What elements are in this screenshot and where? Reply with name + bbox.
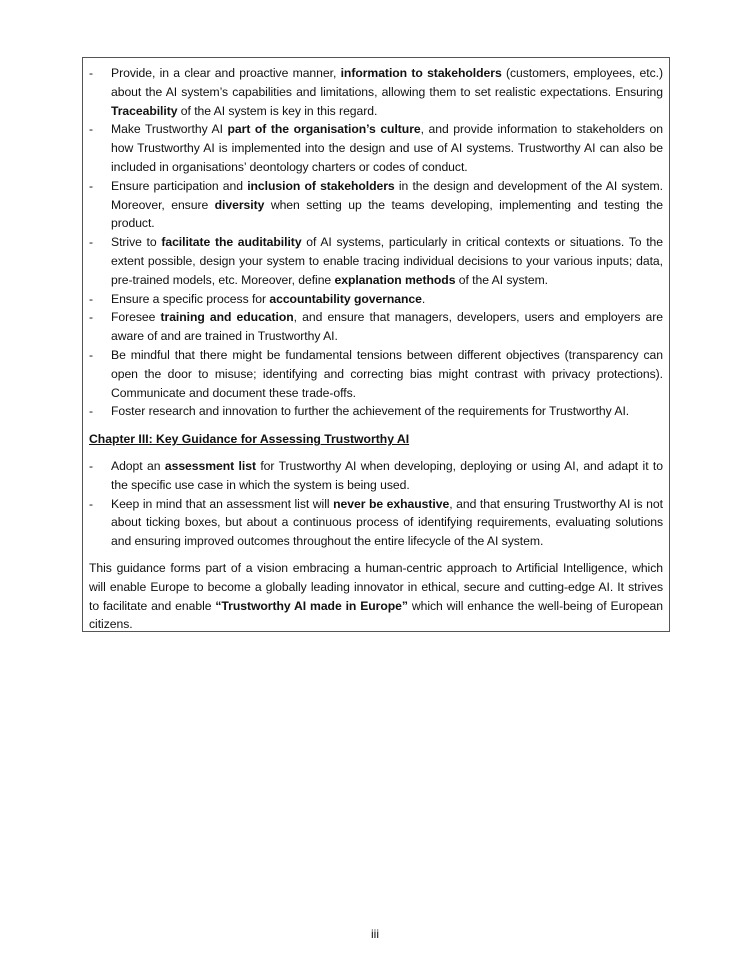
- list-item: - Foster research and innovation to further the achievement of the requirements for Trustworthy AI.: [89, 402, 663, 421]
- list-item: - Ensure participation and inclusion of stakeholders in the design and development of the AI system. Moreover, ensure diversity when setting up the teams developing, implementing and testing the product.: [89, 178, 663, 231]
- page-number: iii: [371, 927, 379, 941]
- bullet-dash: -: [89, 458, 94, 473]
- bullet-dash: -: [89, 404, 94, 419]
- list-item: - Make Trustworthy AI part of the organisation’s culture, and provide information to stakeholders on how Trustworthy AI is implemented into the design and use of AI systems. Trustworthy AI can also be included in organisations’ deontology charters or codes of conduct.: [89, 122, 663, 174]
- bullet-dash: -: [89, 122, 94, 137]
- list-item: - Strive to facilitate the auditability of AI systems, particularly in critical contexts or situations. To the extent possible, design your system to enable tracing individual decisions to your various inputs; data, pre-trained models, etc. Moreover, define explanation methods of the AI system.: [89, 235, 663, 287]
- list-item: - Be mindful that there might be fundamental tensions between different objectives (transparency can open the door to misuse; identifying and correcting bias might contrast with privacy protections). Communicate and document these trade-offs.: [89, 347, 663, 400]
- guidance-box: [82, 57, 670, 632]
- chapter-heading: Chapter III: Key Guidance for Assessing Trustworthy AI: [89, 432, 410, 447]
- list-item: - Foresee training and education, and ensure that managers, developers, users and employers are aware of and are trained in Trustworthy AI.: [89, 310, 663, 344]
- list-item: - Keep in mind that an assessment list will never be exhaustive, and that ensuring Trustworthy AI is not about ticking boxes, but about a continuous process of identifying requirements, evaluating solutions and ensuring improved outcomes throughout the entire lifecycle of the AI system.: [89, 496, 663, 549]
- bullet-dash: -: [89, 291, 94, 306]
- list-item: - Provide, in a clear and proactive manner, information to stakeholders (customers, employees, etc.) about the AI system’s capabilities and limitations, allowing them to set realistic expectations. Ensuring Traceability of the AI system is key in this regard.: [89, 66, 663, 118]
- bullet-dash: -: [89, 178, 94, 193]
- bullet-dash: -: [89, 347, 94, 362]
- bullet-dash: -: [89, 310, 94, 325]
- bullet-dash: -: [89, 496, 94, 511]
- list-item: - Ensure a specific process for accountability governance.: [89, 290, 663, 309]
- closing-paragraph: This guidance forms part of a vision embracing a human-centric approach to Artificial Intelligence, which will enable Europe to become a globally leading innovator in ethical, secure and cutting-edge AI. It strives to facilitate and enable “Trustworthy AI made in Europe” which will enhance the well-being of European citizens.: [89, 560, 663, 632]
- list-item: - Adopt an assessment list for Trustworthy AI when developing, deploying or using AI, and adapt it to the specific use case in which the system is being used.: [89, 458, 663, 492]
- bullet-dash: -: [89, 235, 94, 250]
- bullet-dash: -: [89, 66, 94, 80]
